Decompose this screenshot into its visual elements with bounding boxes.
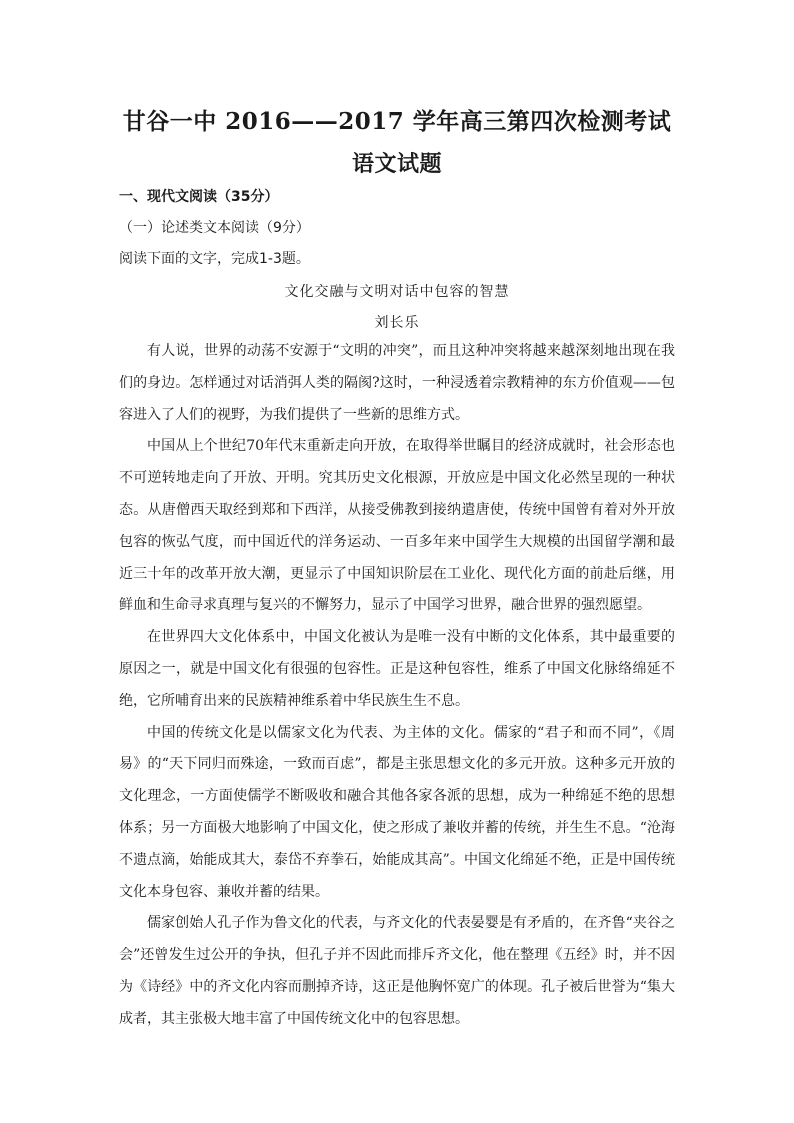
section-heading: 一、现代文阅读（35分） bbox=[119, 189, 279, 205]
exam-subtitle: 语文试题 bbox=[351, 151, 442, 177]
section-subheading: （一）论述类文本阅读（9分） bbox=[119, 220, 310, 236]
article-paragraph-2: 中国从上个世纪70年代末重新走向开放，在取得举世瞩目的经济成就时，社会形态也不可逆转地走向了开放、开明。究其历史文化根源，开放应是中国文化必然呈现的一种状态。从唐僧西天取经到郑和下西洋，从接受佛教到接纳遣唐使，传统中国曾有着对外开放包容的恢弘气度，而中国近代的洋务运动、一百多年来中国学生大规模的出国留学潮和最近三十年的改革开放大潮，更显示了中国知识阶层在工业化、现代化方面的前赴后继，用鲜血和生命寻求真理与复兴的不懈努力，显示了中国学习世界，融合世界的强烈愿望。 bbox=[119, 438, 675, 614]
exam-title: 甘谷一中 2016——2017 学年高三第四次检测考试 bbox=[122, 108, 672, 135]
article-title: 文化交融与文明对话中包容的智慧 bbox=[284, 284, 510, 300]
article-paragraph-5: 儒家创始人孔子作为鲁文化的代表，与齐文化的代表晏婴是有矛盾的，在齐鲁“夹谷之会”还曾发生过公开的争执，但孔子并不因此而排斥齐文化，他在整理《五经》时，并不因为《诗经》中的齐文化内容而删掉齐诗，这正是他胸怀宽广的体现。孔子被后世誉为“集大成者，其主张极大地丰富了中国传统文化中的包容思想。 bbox=[119, 915, 675, 1027]
reading-instruction: 阅读下面的文字，完成1-3题。 bbox=[119, 251, 310, 267]
article-paragraph-3: 在世界四大文化体系中，中国文化被认为是唯一没有中断的文化体系，其中最重要的原因之一，就是中国文化有很强的包容性。正是这种包容性，维系了中国文化脉络绵延不绝，它所哺育出来的民族精神维系着中华民族生生不息。 bbox=[119, 629, 675, 709]
article-paragraph-4: 中国的传统文化是以儒家文化为代表、为主体的文化。儒家的“君子和而不同”，《周易》的“天下同归而殊途，一致而百虑”，都是主张思想文化的多元开放。这种多元开放的文化理念，一方面使儒学不断吸收和融合其他各家各派的思想，成为一种绵延不绝的思想体系；另一方面极大地影响了中国文化，使之形成了兼收并蓄的传统，并生生不息。“沧海不遗点滴，始能成其大，泰岱不弃拳石，始能成其高”。中国文化绵延不绝，正是中国传统文化本身包容、兼收并蓄的结果。 bbox=[119, 724, 675, 900]
article-body bbox=[119, 336, 675, 1036]
article-paragraph-1: 有人说，世界的动荡不安源于“文明的冲突”，而且这种冲突将越来越深刻地出现在我们的身边。怎样通过对话消弭人类的隔阂?这时，一种浸透着宗教精神的东方价值观——包容进入了人们的视野，为我们提供了一些新的思维方式。 bbox=[119, 343, 675, 423]
article-author: 刘长乐 bbox=[374, 315, 420, 331]
